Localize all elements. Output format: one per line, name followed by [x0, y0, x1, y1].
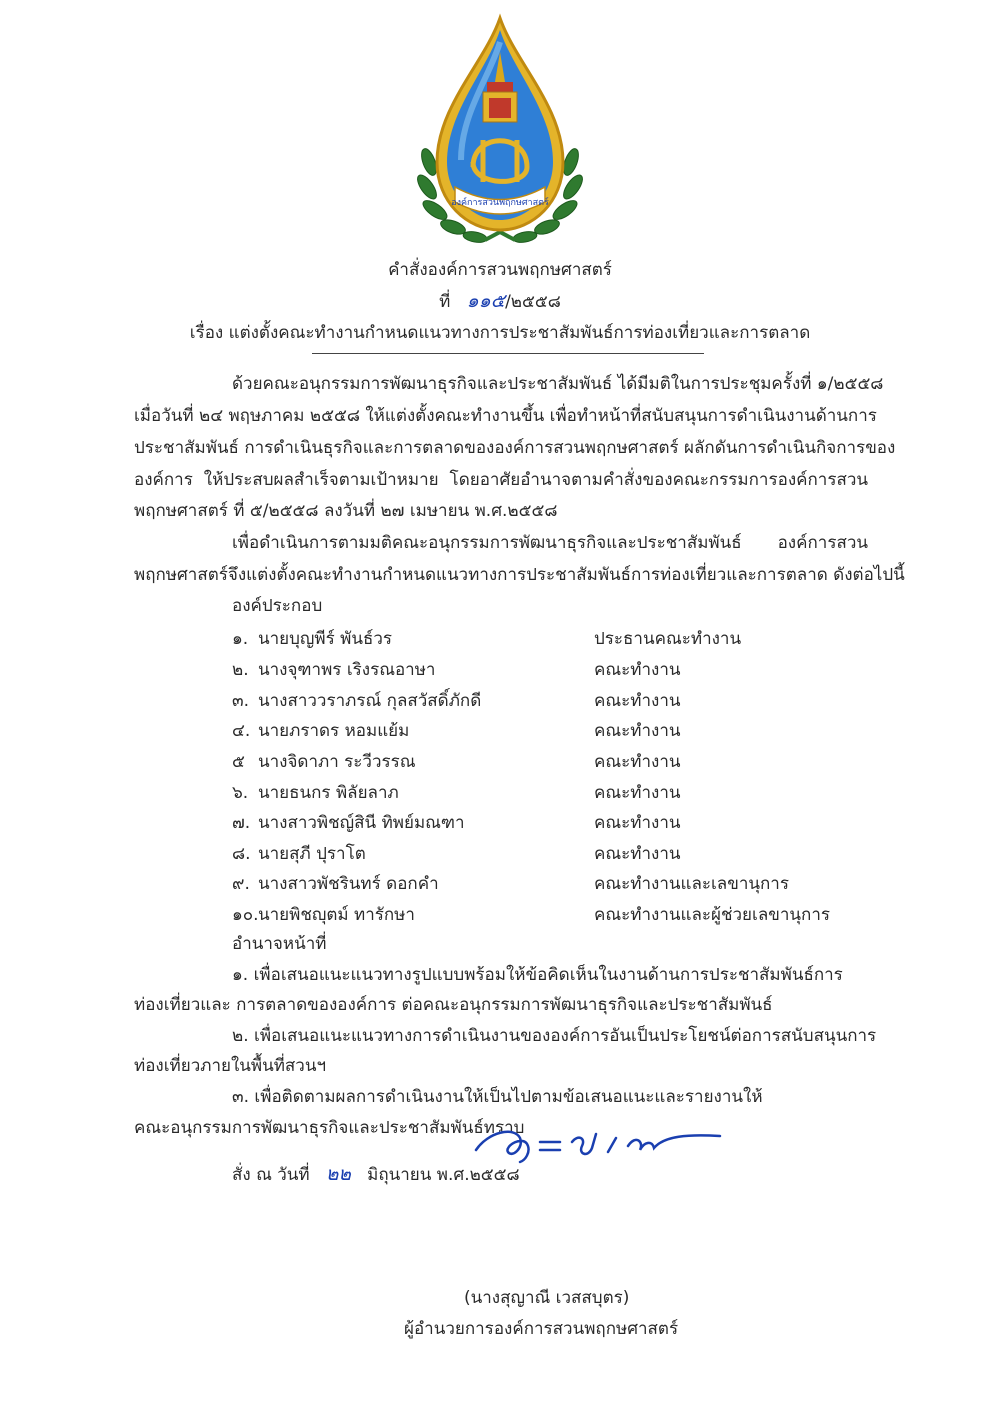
signer-title: ผู้อำนวยการองค์การสวนพฤกษศาสตร์ — [404, 1319, 679, 1339]
duty-2-line-1: ๒. เพื่อเสนอแนะแนวทางการดำเนินงานขององค์การอันเป็นประโยชน์ต่อการสนับสนุนการ — [232, 1026, 877, 1046]
duties-heading: อำนาจหน้าที่ — [232, 934, 327, 954]
order-number-handwritten: ๑๑๕ — [466, 290, 506, 312]
signer-name: (นางสุญาณี เวสสบุตร) — [464, 1288, 630, 1308]
para1-line-4: องค์การ ให้ประสบผลสำเร็จตามเป้าหมาย โดยอาศัยอำนาจตามคำสั่งของคณะกรรมการองค์การสวน — [134, 470, 868, 490]
date-suffix: มิถุนายน พ.ศ.๒๕๕๘ — [367, 1165, 520, 1185]
order-number-prefix: ที่ — [439, 292, 451, 312]
order-number — [0, 290, 1000, 313]
para1-line-5: พฤกษศาสตร์ ที่ ๕/๒๕๕๘ ลงวันที่ ๒๗ เมษายน พ.ศ.๒๕๕๘ — [134, 501, 558, 521]
para2-line-1: เพื่อดำเนินการตามมติคณะอนุกรรมการพัฒนาธุรกิจและประชาสัมพันธ์ องค์การสวน — [232, 533, 868, 553]
duty-3-line-2: คณะอนุกรรมการพัฒนาธุรกิจและประชาสัมพันธ์ทราบ — [134, 1118, 525, 1138]
logo-text: องค์การสวนพฤกษศาสตร์ — [451, 198, 549, 208]
duty-2-line-2: ท่องเที่ยวภายในพื้นที่สวนฯ — [134, 1056, 326, 1076]
order-title: คำสั่งองค์การสวนพฤกษศาสตร์ — [388, 260, 612, 280]
para1-line-3: ประชาสัมพันธ์ การดำเนินธุรกิจและการตลาดขององค์การสวนพฤกษศาสตร์ ผลักดันการดำเนินกิจการของ — [134, 438, 896, 458]
para1-line-2: เมื่อวันที่ ๒๔ พฤษภาคม ๒๕๕๘ ให้แต่งตั้งคณะทำงานขึ้น เพื่อทำหน้าที่สนับสนุนการดำเนินงานด้านการ — [134, 406, 877, 426]
subject-line: เรื่อง แต่งตั้งคณะทำงานกำหนดแนวทางการประชาสัมพันธ์การท่องเที่ยวและการตลาด — [189, 323, 811, 343]
date-handwritten: ๒๒ — [325, 1163, 351, 1185]
para2-line-2: พฤกษศาสตร์จึงแต่งตั้งคณะทำงานกำหนดแนวทางการประชาสัมพันธ์การท่องเที่ยวและการตลาด ดังต่อไปนี้ — [134, 565, 905, 585]
order-number-suffix: /๒๕๕๘ — [505, 292, 561, 312]
duty-3-line-1: ๓. เพื่อติดตามผลการดำเนินงานให้เป็นไปตามข้อเสนอแนะและรายงานให้ — [232, 1087, 763, 1107]
document-page: องค์การสวนพฤกษศาสตร์ คำสั่งองค์การสวนพฤกษศาสตร์ ที่ ๑๑๕/๒๕๕๘ เรื่อง แต่งตั้งคณะทำงานกำหนดแนวทางการประชาสัมพันธ์การท่องเที่ยวและการตลาด ด้วยคณะอนุกรรมการพัฒนาธุรกิจและประชาสัมพันธ์ ได้มีมติในการประชุมครั้งที่ ๑/๒๕๕๘ เมื่อวันที่ ๒๔ พฤษภาคม ๒๕๕๘ ให้แต่งตั้งคณะทำงานขึ้น เพื่อทำหน้าที่สนับสนุนการดำเนินงานด้านการ ประชาสัมพันธ์ การดำเนินธุรกิจและการตลาดขององค์การสวนพฤกษศาสตร์ ผลักดันการดำเนินกิจการของ องค์การ ให้ประสบผลสำเร็จตามเป้าหมาย โดยอาศัยอำนาจตามคำสั่งของคณะกรรมการองค์การสวน พฤกษศาสตร์ ที่ ๕/๒๕๕๘ ลงวันที่ ๒๗ เมษายน พ.ศ.๒๕๕๘ เพื่อดำเนินการตามมติคณะอนุกรรมการพัฒนาธุรกิจและประชาสัมพันธ์ องค์การสวน พฤกษศาสตร์จึงแต่งตั้งคณะทำงานกำหนดแนวทางการประชาสัมพันธ์การท่องเที่ยวและการตลาด ดังต่อไปนี้ องค์ประกอบ ๑. นายบุญพีร์ พันธ์วร ประธานคณะทำงาน ๒. นางจุฑาพร เริงรณอาษา คณะทำงาน ๓. นางสาววราภรณ์ กุลสวัสดิ์ภักดี คณะทำงาน ๔. นายภราดร หอมแย้ม คณะทำงาน ๕ นางจิดาภา ระวีวรรณ คณะทำงาน ๖. นายธนกร พิลัยลาภ คณะทำงาน ๗. นางสาวพิชญ์สินี ทิพย์มณฑา คณะทำงาน ๘. นายสุภี ปุราโต คณะทำงาน ๙. นางสาวพัชรินทร์ ดอกคำ คณะทำงานและเลขานุการ ๑๐. นายพิชญุตม์ ทารักษา คณะทำงานและผู้ช่วยเลขานุการ อำนาจหน้าที่ ๑. เพื่อเสนอแนะแนวทางรูปแบบพร้อมให้ข้อคิดเห็นในงานด้านการประชาสัมพันธ์การ ท่องเที่ยวและ การตลาดขององค์การ ต่อคณะอนุกรรมการพัฒนาธุรกิจและประชาสัมพันธ์ ๒. เพื่อเสนอแนะแนวทางการดำเนินงานขององค์การอันเป็นประโยชน์ต่อการสนับสนุนการ ท่องเที่ยวภายในพื้นที่สวนฯ ๓. เพื่อติดตามผลการดำเนินงานให้เป็นไปตามข้อเสนอแนะและรายงานให้ คณะอนุกรรมการพัฒนาธุรกิจและประชาสัมพันธ์ทราบ สั่ง ณ วันที่ ๒๒ มิถุนายน พ.ศ.๒๕๕๘ (นางสุญาณี เวสสบุตร) ผู้อำนวยการองค์การสวนพฤกษศาสตร์ — [0, 0, 1000, 1414]
header-divider — [312, 353, 704, 354]
date-prefix: สั่ง ณ วันที่ — [232, 1165, 310, 1185]
handwritten-signature — [468, 1112, 728, 1172]
composition-heading: องค์ประกอบ — [232, 596, 323, 616]
para1-line-1: ด้วยคณะอนุกรรมการพัฒนาธุรกิจและประชาสัมพันธ์ ได้มีมติในการประชุมครั้งที่ ๑/๒๕๕๘ — [232, 374, 884, 394]
duty-1-line-1: ๑. เพื่อเสนอแนะแนวทางรูปแบบพร้อมให้ข้อคิดเห็นในงานด้านการประชาสัมพันธ์การ — [232, 965, 843, 985]
duty-1-line-2: ท่องเที่ยวและ การตลาดขององค์การ ต่อคณะอนุกรรมการพัฒนาธุรกิจและประชาสัมพันธ์ — [134, 995, 773, 1015]
botanical-garden-logo — [415, 12, 585, 248]
